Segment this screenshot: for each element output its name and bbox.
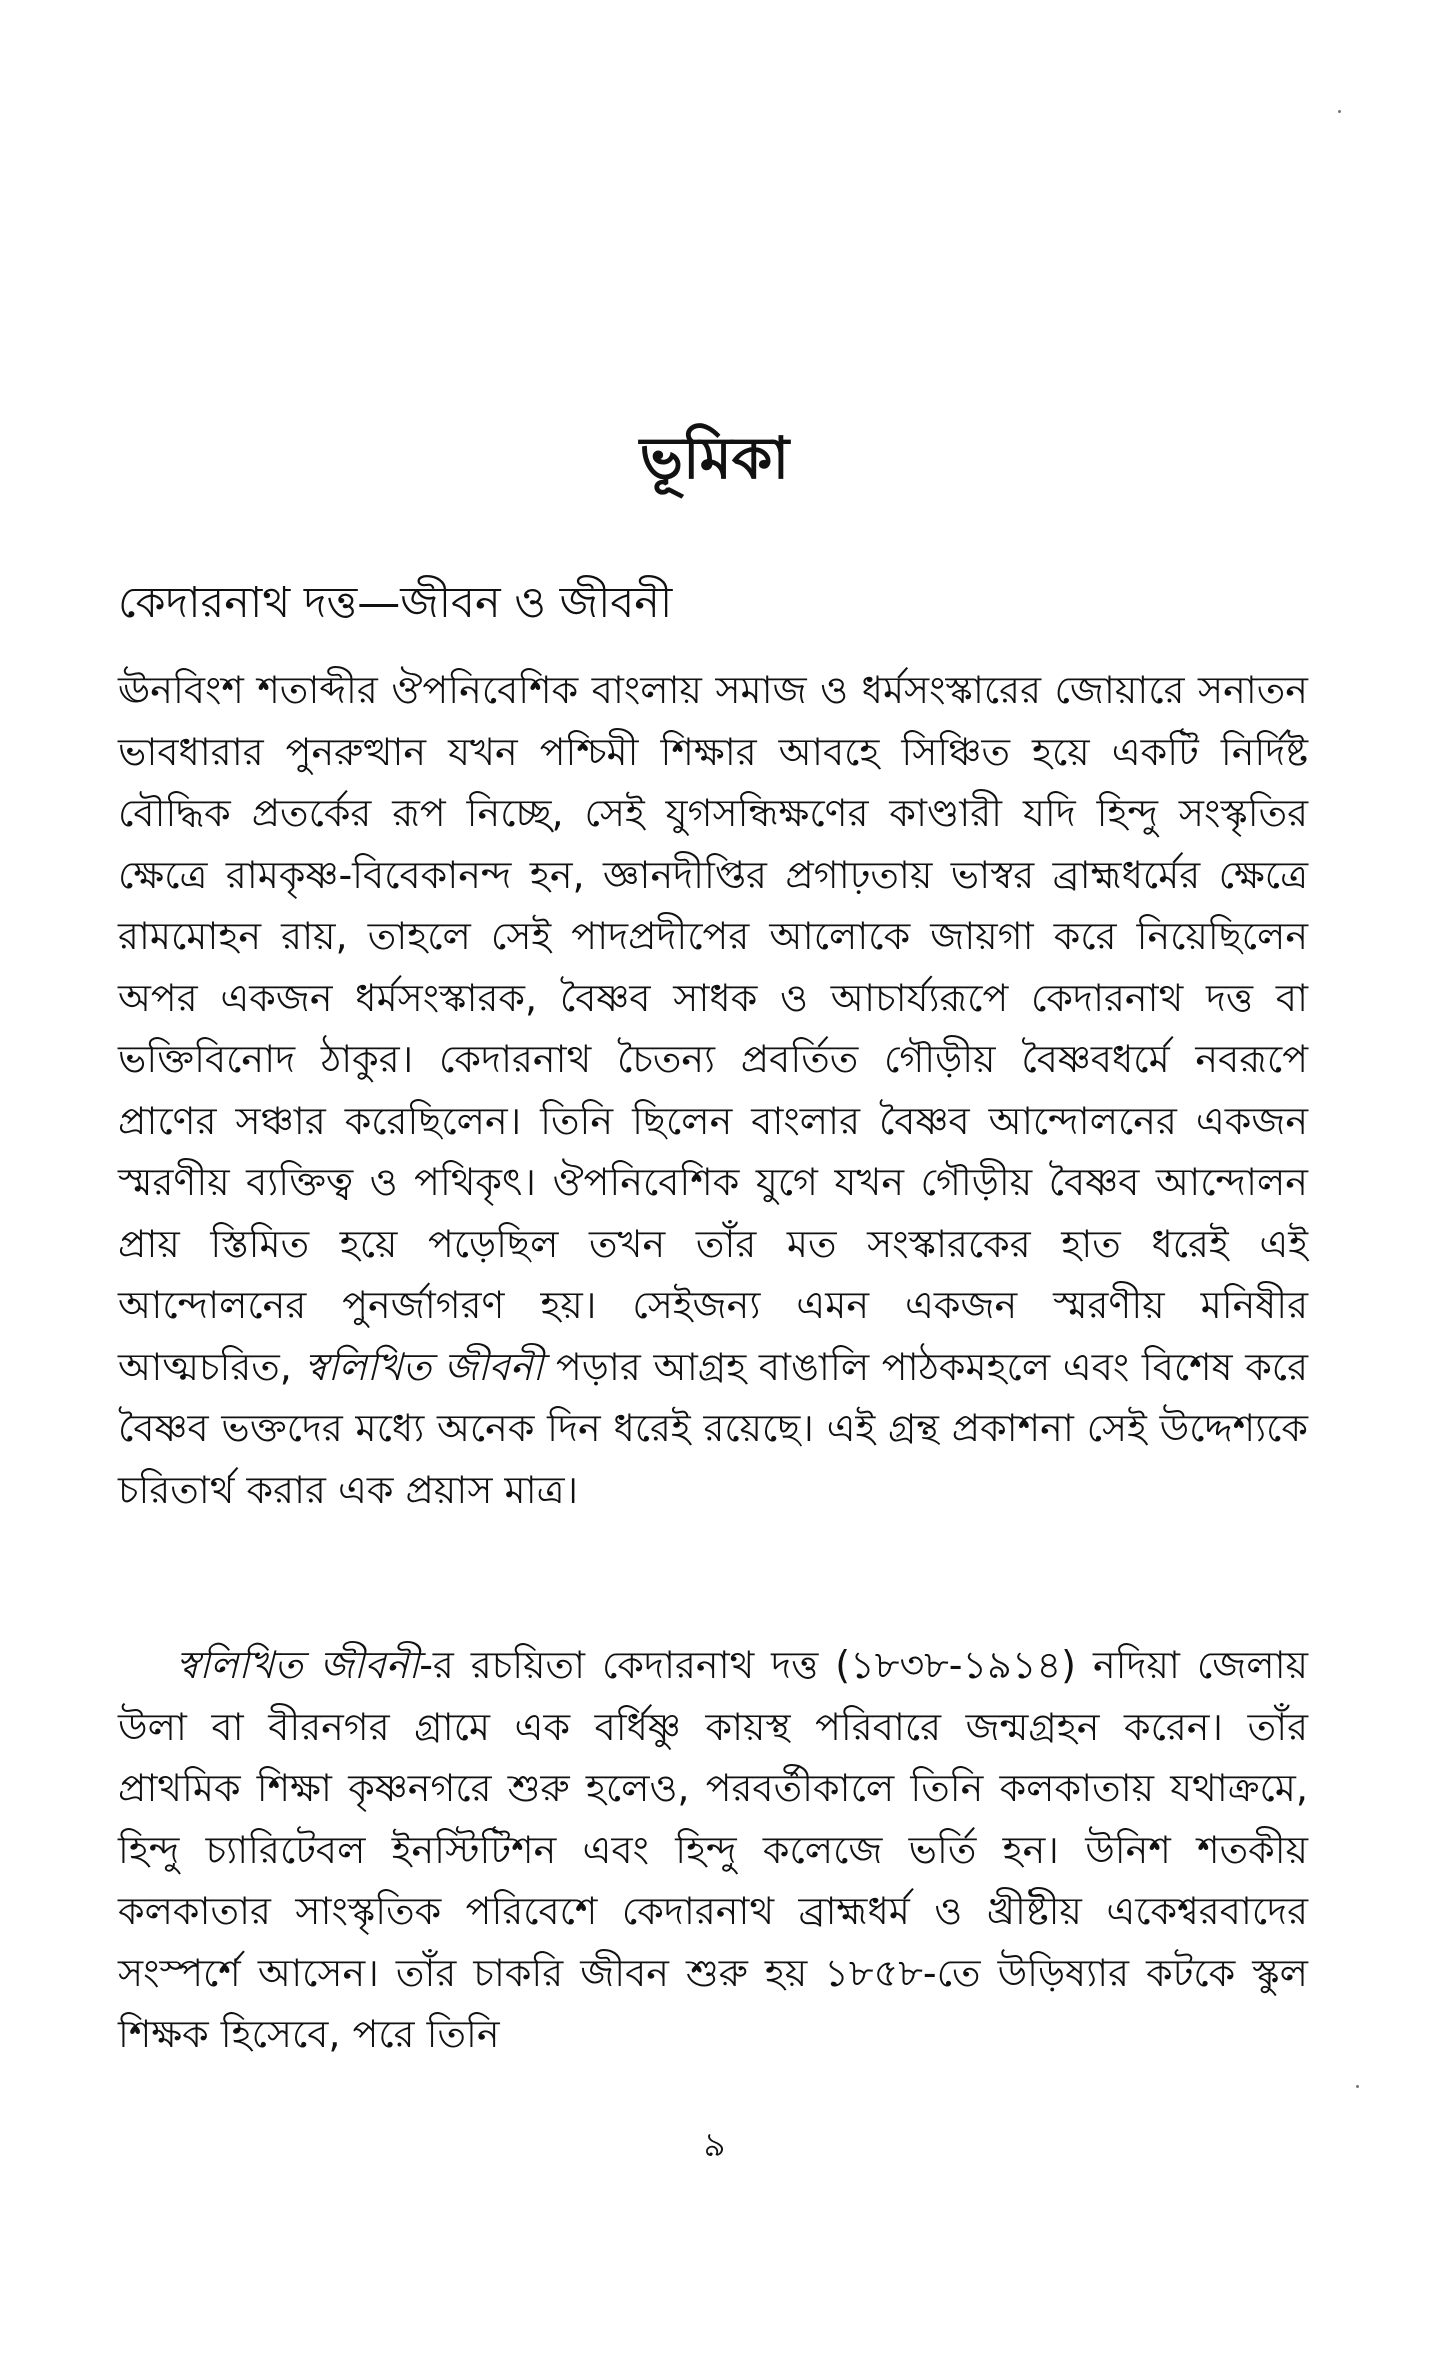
- chapter-title: ভূমিকা: [639, 424, 790, 492]
- paragraph-2: [118, 1635, 1308, 2066]
- paragraph-1-end: পড়ার আগ্রহ বাঙালি পাঠকমহলে এবং বিশেষ করে বৈষ্ণব ভক্তদের মধ্যে অনেক দিন ধরেই রয়েছে। এই গ্রন্থ প্রকাশনা সেই উদ্দেশ্যকে চরিতার্থ করার এক প্রয়াস মাত্র।: [118, 1344, 1308, 1512]
- book-title-italic-2: স্বলিখিত জীবনী: [176, 1643, 420, 1687]
- paragraph-1: [118, 660, 1308, 1521]
- scan-speck: [1338, 110, 1341, 113]
- section-heading: কেদারনাথ দত্ত—জীবন ও জীবনী: [118, 578, 673, 628]
- book-title-italic: স্বলিখিত জীবনী: [304, 1344, 544, 1389]
- page-number: ৯: [703, 2125, 726, 2165]
- scan-speck: [1356, 2085, 1359, 2088]
- paragraph-1-text: ঊনবিংশ শতাব্দীর ঔপনিবেশিক বাংলায় সমাজ ও ধর্মসংস্কারের জোয়ারে সনাতন ভাবধারার পুনরুত্থান যখন পশ্চিমী শিক্ষার আবহে সিঞ্চিত হয়ে একটি নির্দিষ্ট বৌদ্ধিক প্রতর্কের রূপ নিচ্ছে, সেই যুগসন্ধিক্ষণের কাণ্ডারী যদি হিন্দু সংস্কৃতির ক্ষেত্রে রামকৃষ্ণ-বিবেকানন্দ হন, জ্ঞানদীপ্তির প্রগাঢ়তায় ভাস্বর ব্রাহ্মধর্মের ক্ষেত্রে রামমোহন রায়, তাহলে সেই পাদপ্রদীপের আলোকে জায়গা করে নিয়েছিলেন অপর একজন ধর্মসংস্কারক, বৈষ্ণব সাধক ও আচার্য্যরূপে কেদারনাথ দত্ত বা ভক্তিবিনোদ ঠাকুর। কেদারনাথ চৈতন্য প্রবর্তিত গৌড়ীয় বৈষ্ণবধর্মে নবরূপে প্রাণের সঞ্চার করেছিলেন। তিনি ছিলেন বাংলার বৈষ্ণব আন্দোলনের একজন স্মরণীয় ব্যক্তিত্ব ও পথিকৃৎ। ঔপনিবেশিক যুগে যখন গৌড়ীয় বৈষ্ণব আন্দোলন প্রায় স্তিমিত হয়ে পড়েছিল তখন তাঁর মত সংস্কারকের হাত ধরেই এই আন্দোলনের পুনর্জাগরণ হয়। সেইজন্য এমন একজন স্মরণীয় মনিষীর আত্মচরিত,: [118, 668, 1308, 1389]
- paragraph-2-text: -র রচয়িতা কেদারনাথ দত্ত (১৮৩৮-১৯১৪) নদিয়া জেলায় উলা বা বীরনগর গ্রামে এক বর্ধিষ্ণু কায়স্থ পরিবারে জন্মগ্রহন করেন। তাঁর প্রাথমিক শিক্ষা কৃষ্ণনগরে শুরু হলেও, পরবর্তীকালে তিনি কলকাতায় যথাক্রমে, হিন্দু চ্যারিটেবল ইনস্টিটিশন এবং হিন্দু কলেজে ভর্তি হন। উনিশ শতকীয় কলকাতার সাংস্কৃতিক পরিবেশে কেদারনাথ ব্রাহ্মধর্ম ও খ্রীষ্টীয় একেশ্বরবাদের সংস্পর্শে আসেন। তাঁর চাকরি জীবন শুরু হয় ১৮৫৮-তে উড়িষ্যার কটকে স্কুল শিক্ষক হিসেবে, পরে তিনি: [118, 1643, 1308, 2056]
